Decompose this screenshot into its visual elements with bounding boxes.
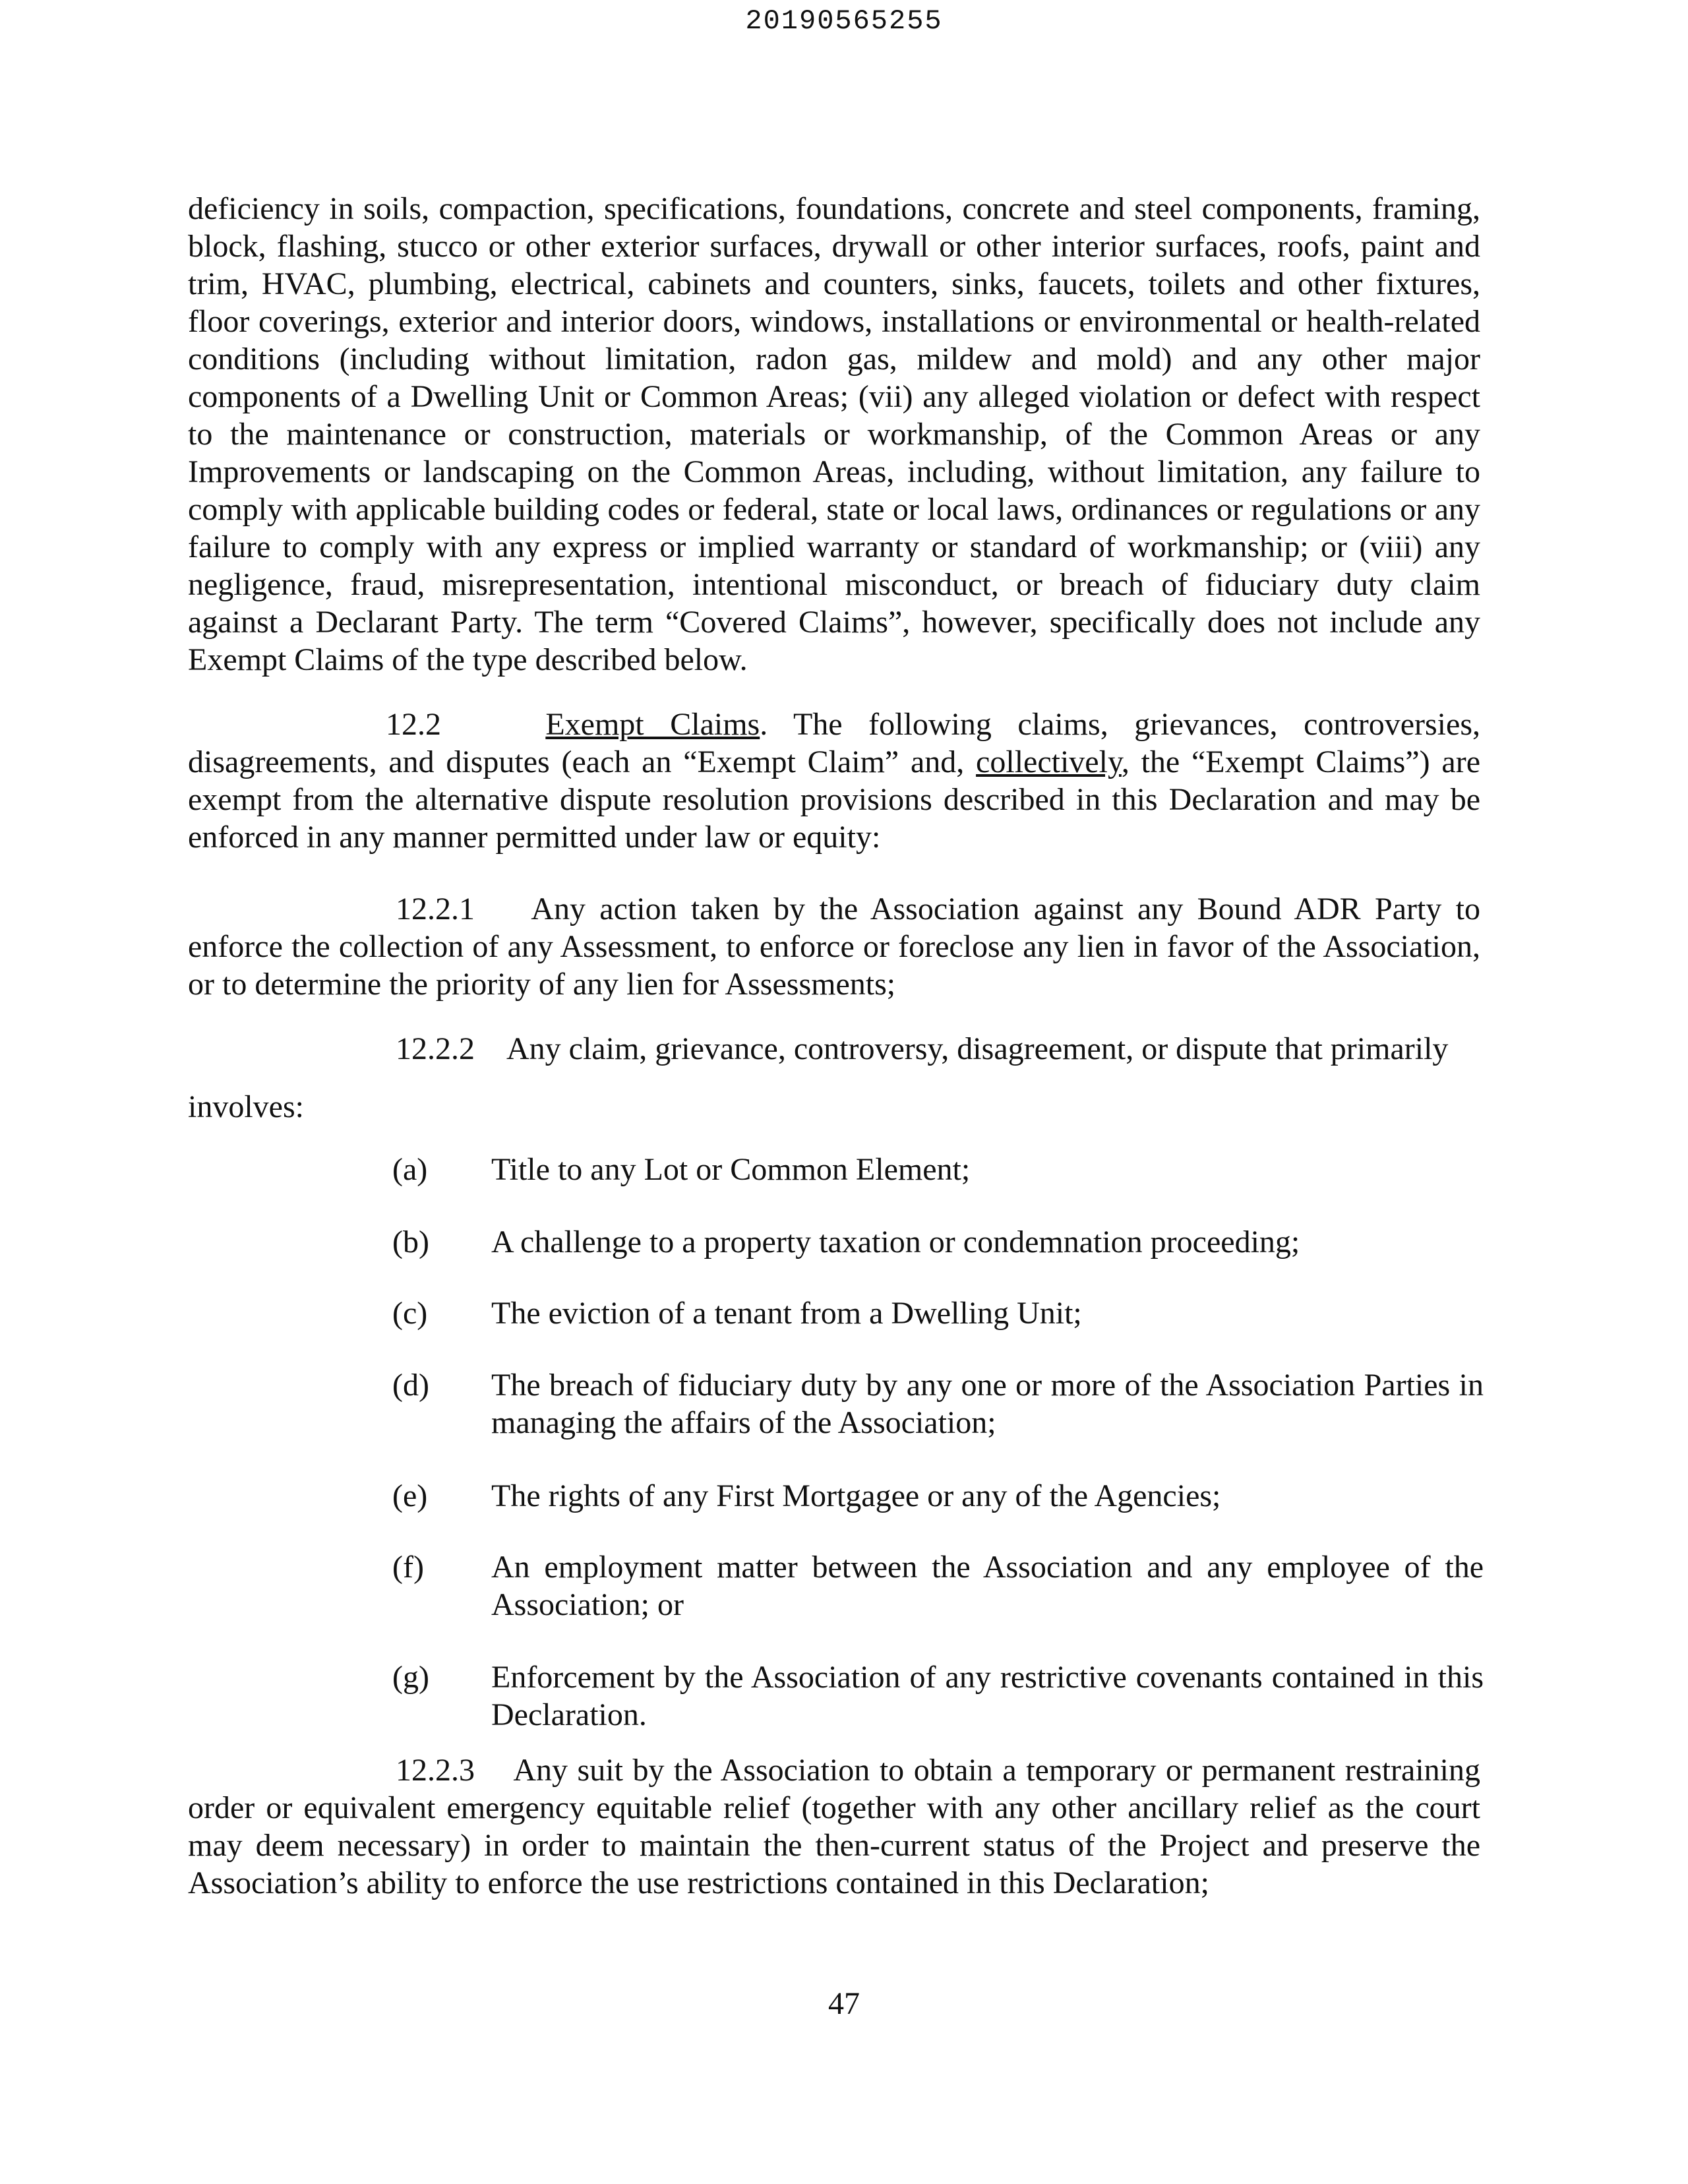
section-12-2-number: 12.2 xyxy=(386,707,441,742)
list-item-marker: (c) xyxy=(392,1296,428,1331)
list-item-text: An employment matter between the Association and any employee of the Association; or xyxy=(491,1550,1484,1622)
section-12-2-1-number: 12.2.1 xyxy=(396,892,475,926)
list-item-marker: (d) xyxy=(392,1368,429,1403)
section-12-2-text-a: . The following claims, grievances, controversies, disagreements, and disputes (each an “Exempt Claim” and, xyxy=(188,707,1480,779)
list-item-text: The eviction of a tenant from a Dwelling Unit; xyxy=(491,1296,1082,1331)
section-12-2-2-lead xyxy=(396,1030,1448,1068)
section-12-2-2-trailing-word: involves: xyxy=(188,1089,304,1124)
section-12-2-3-text: Any suit by the Association to obtain a temporary or permanent restraining order or equivalent emergency equitable relief (together with any other ancillary relief as the court may deem necessary) in order to maintain the then-current status of the Project and preserve the Association’s ability to enforce the use restrictions contained in this Declaration; xyxy=(188,1753,1480,1900)
list-item-marker: (b) xyxy=(392,1225,429,1259)
list-item-text: Enforcement by the Association of any restrictive covenants contained in this Declaration. xyxy=(491,1660,1484,1732)
list-item-text: The breach of fiduciary duty by any one or more of the Association Parties in managing the affairs of the Association; xyxy=(491,1368,1484,1440)
section-12-2-paragraph xyxy=(188,706,1480,856)
section-12-2-text-b: , the “Exempt Claims”) are exempt from the alternative dispute resolution provisions described in this Declaration and may be enforced in any manner permitted under law or equity: xyxy=(188,744,1481,855)
list-item-text: The rights of any First Mortgagee or any of the Agencies; xyxy=(491,1478,1221,1513)
section-12-2-2-lead-text: Any claim, grievance, controversy, disagreement, or dispute that primarily xyxy=(506,1031,1449,1066)
list-item-marker: (f) xyxy=(392,1550,424,1585)
section-12-2-1-text: Any action taken by the Association against any Bound ADR Party to enforce the collection of any Assessment, to enforce or foreclose any lien in favor of the Association, or to determine the priority of any lien for Assessments; xyxy=(188,892,1481,1002)
list-item-marker: (g) xyxy=(392,1660,429,1695)
document-id-header: 20190565255 xyxy=(745,5,943,37)
list-item-text: A challenge to a property taxation or condemnation proceeding; xyxy=(491,1225,1300,1259)
section-12-2-3-paragraph xyxy=(188,1751,1480,1902)
section-12-2-underlined-word: collectively xyxy=(976,744,1122,779)
section-12-2-2-number: 12.2.2 xyxy=(396,1031,475,1066)
continuation-paragraph: deficiency in soils, compaction, specifications, foundations, concrete and steel components, framing, block, flashing, stucco or other exterior surfaces, drywall or other interior surfaces, roofs, paint and trim, HVAC, plumbing, electrical, cabinets and counters, sinks, faucets, toilets and other fixtures, floor coverings, exterior and interior doors, windows, installations or environmental or health-related conditions (including without limitation, radon gas, mildew and mold) and any other major components of a Dwelling Unit or Common Areas; (vii) any alleged violation or defect with respect to the maintenance or construction, materials or workmanship, of the Common Areas or any Improvements or landscaping on the Common Areas, including, without limitation, any failure to comply with applicable building codes or federal, state or local laws, ordinances or regulations or any failure to comply with any express or implied warranty or standard of workmanship; or (viii) any negligence, fraud, misrepresentation, intentional misconduct, or breach of fiduciary duty claim against a Declarant Party. The term “Covered Claims”, however, specifically does not include any Exempt Claims of the type described below. xyxy=(188,191,1480,677)
section-12-2-1-paragraph xyxy=(188,890,1480,1003)
list-item-marker: (e) xyxy=(392,1478,428,1513)
list-item-marker: (a) xyxy=(392,1152,428,1187)
list-item-text: Title to any Lot or Common Element; xyxy=(491,1152,971,1187)
page-number: 47 xyxy=(828,1986,860,2021)
section-12-2-3-number: 12.2.3 xyxy=(396,1753,475,1788)
section-12-2-heading: Exempt Claims xyxy=(545,707,760,742)
